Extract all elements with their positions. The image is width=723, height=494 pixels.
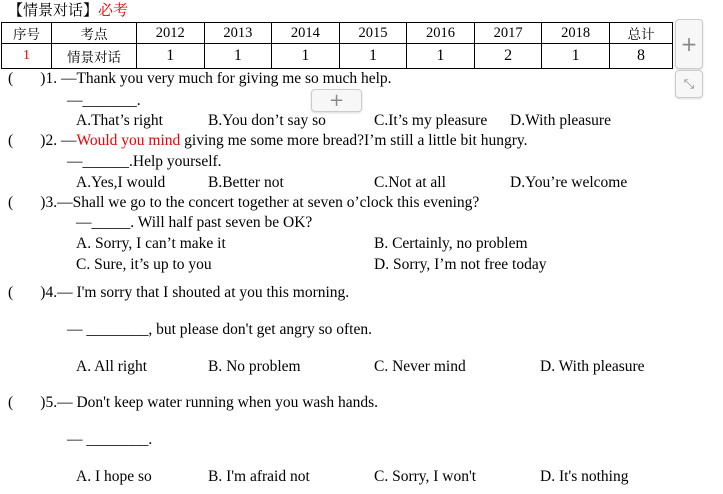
stats-table xyxy=(1,22,673,69)
option: D. It's nothing xyxy=(540,468,629,485)
cell: 1 xyxy=(542,44,610,69)
option: D. With pleasure xyxy=(540,358,645,375)
plus-icon: + xyxy=(328,90,345,111)
option: A. Sorry, I can’t make it xyxy=(76,235,226,252)
resize-icon: ⤡ xyxy=(683,76,695,92)
cell: 1 xyxy=(2,44,52,69)
header-cell: 2016 xyxy=(407,23,475,44)
cell: 2 xyxy=(474,44,542,69)
option: D.With pleasure xyxy=(510,112,611,129)
question-4-stem: ( )4.— I'm sorry that I shouted at you this morning. xyxy=(8,284,350,301)
cell: 1 xyxy=(407,44,475,69)
cell: 1 xyxy=(272,44,340,69)
option: C.It’s my pleasure xyxy=(374,112,488,129)
question-1-answer: —_______. xyxy=(67,92,141,109)
option: A.Yes,I would xyxy=(76,174,166,191)
title-text: 情景对话 xyxy=(23,1,84,19)
question-1-stem: ( )1. —Thank you very much for giving me so much help. xyxy=(8,70,392,87)
option: A. All right xyxy=(76,358,148,375)
add-column-button[interactable] xyxy=(675,19,703,69)
option: D. Sorry, I’m not free today xyxy=(374,256,547,273)
header-cell: 2012 xyxy=(137,23,205,44)
option: B. No problem xyxy=(208,358,301,375)
option: C. Sorry, I won't xyxy=(374,468,477,485)
header-cell: 2018 xyxy=(542,23,610,44)
header-cell: 总计 xyxy=(609,23,672,44)
header-cell: 2014 xyxy=(272,23,340,44)
question-3-stem: ( )3.—Shall we go to the concert together at seven o’clock this evening? xyxy=(8,194,480,211)
cell: 情景对话 xyxy=(52,44,137,69)
option: C. Never mind xyxy=(374,358,466,375)
resize-button[interactable] xyxy=(675,70,703,98)
option: A. I hope so xyxy=(76,468,152,485)
question-4-answer: — ________, but please don't get angry so often. xyxy=(67,321,372,338)
option: C.Not at all xyxy=(374,174,446,191)
cell: 8 xyxy=(609,44,672,69)
insert-button[interactable] xyxy=(311,89,362,112)
header-cell: 序号 xyxy=(2,23,52,44)
header-cell: 2013 xyxy=(204,23,272,44)
question-5-answer: — ________. xyxy=(67,431,153,448)
table-header-row xyxy=(2,23,673,44)
cell: 1 xyxy=(339,44,407,69)
cell: 1 xyxy=(137,44,205,69)
table-row xyxy=(2,44,673,69)
option: A.That’s right xyxy=(76,112,163,129)
question-3-answer: —_____. Will half past seven be OK? xyxy=(76,214,313,231)
option: B.You don’t say so xyxy=(208,112,326,129)
header-cell: 2015 xyxy=(339,23,407,44)
question-2-stem: ( )2. —Would you mind giving me some more bread?I’m still a little bit hungry. xyxy=(8,132,528,149)
required-tag: 必考 xyxy=(98,1,129,19)
bracket: 】 xyxy=(83,1,99,19)
plus-icon: + xyxy=(680,32,698,56)
option: B.Better not xyxy=(208,174,284,191)
option: B. Certainly, no problem xyxy=(374,235,528,252)
bracket: 【 xyxy=(8,1,24,19)
header-cell: 考点 xyxy=(52,23,137,44)
section-title xyxy=(8,1,128,19)
question-2-answer: —______.Help yourself. xyxy=(67,153,222,170)
question-5-stem: ( )5.— Don't keep water running when you wash hands. xyxy=(8,394,378,411)
option: C. Sure, it’s up to you xyxy=(76,256,212,273)
header-cell: 2017 xyxy=(474,23,542,44)
option: B. I'm afraid not xyxy=(208,468,310,485)
option: D.You’re welcome xyxy=(510,174,628,191)
cell: 1 xyxy=(204,44,272,69)
